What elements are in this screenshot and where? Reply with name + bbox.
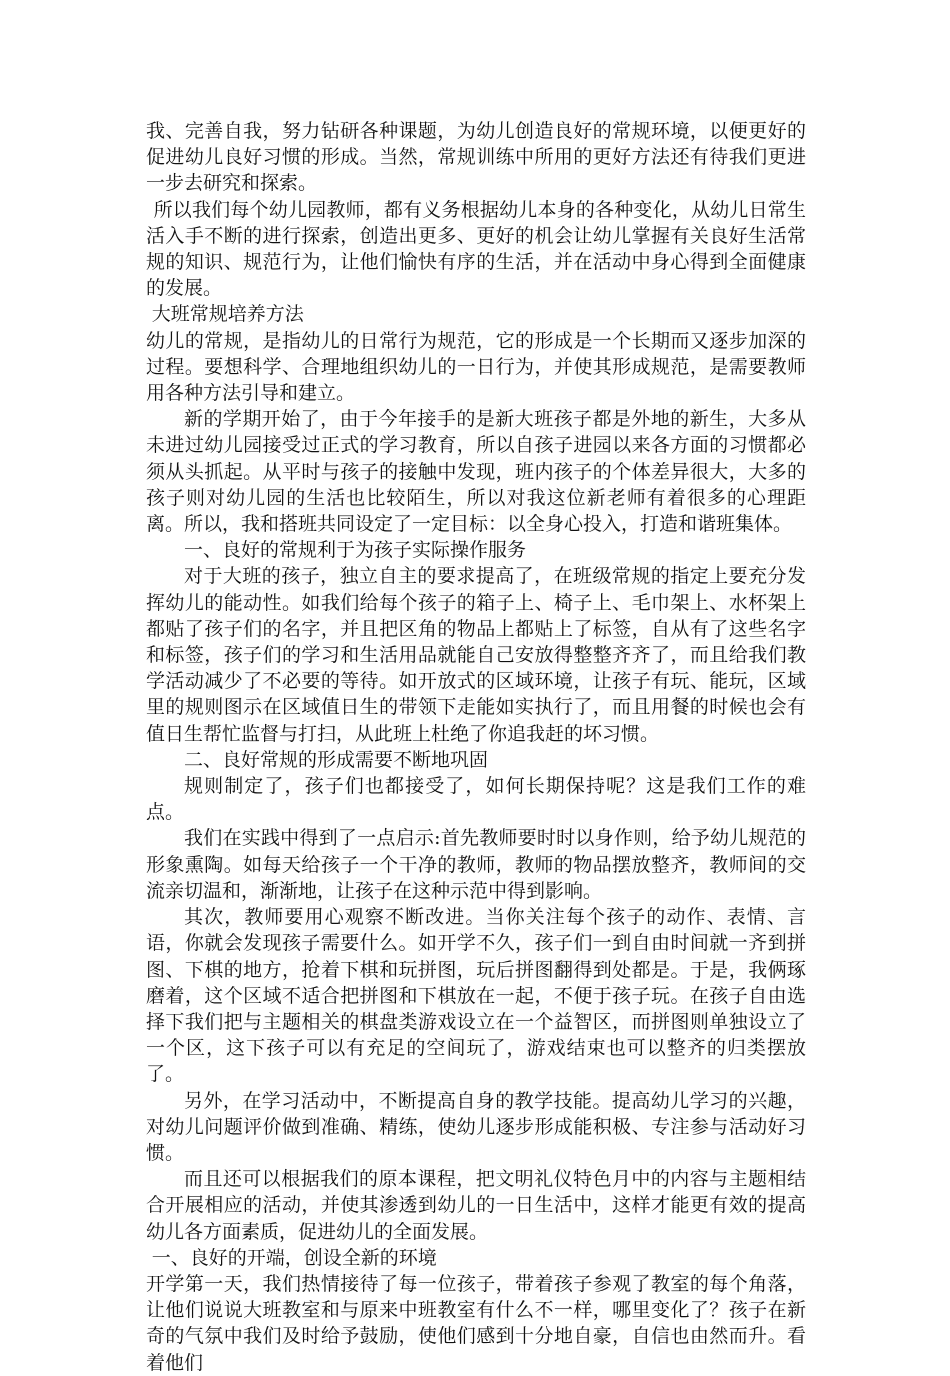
- paragraph-continuation: 我、完善自我，努力钻研各种课题，为幼儿创造良好的常规环境，以便更好的促进幼儿良好习惯的形成。当然，常规训练中所用的更好方法还有待我们更进一步去研究和探索。: [146, 120, 806, 195]
- section-title: 大班常规培养方法: [151, 303, 304, 326]
- subheading-one: 一、良好的常规利于为孩子实际操作服务: [184, 539, 527, 562]
- subheading-two: 二、良好常规的形成需要不断地巩固: [184, 748, 489, 771]
- paragraph-autonomy: 对于大班的孩子，独立自主的要求提高了，在班级常规的指定上要充分发挥幼儿的能动性。如我们给每个孩子的箱子上、椅子上、毛巾架上、水杯架上都贴了孩子们的名字，并且把区角的物品上都贴上了标签，自从有了这些名字和标签，孩子们的学习和生活用品就能自己安放得整整齐齐了，而且给我们教学活动减少了不必要的等待。如开放式的区域环境，让孩子有玩、能玩，区域里的规则图示在区域值日生的带领下走能如实执行了，而且用餐的时候也会有值日生帮忙监督与打扫，从此班上杜绝了你追我赶的坏习惯。: [146, 565, 806, 745]
- paragraph-lead-by-example: 我们在实践中得到了一点启示:首先教师要时时以身作则，给予幼儿规范的形象熏陶。如每天给孩子一个干净的教师，教师的物品摆放整齐，教师间的交流亲切温和，渐渐地，让孩子在这种示范中得到影响。: [146, 827, 806, 902]
- paragraph-teachers-duty: 所以我们每个幼儿园教师，都有义务根据幼儿本身的各种变化，从幼儿日常生活入手不断的进行探索，创造出更多、更好的机会让幼儿掌握有关良好生活常规的知识、规范行为，让他们愉快有序的生活，并在活动中身心得到全面健康的发展。: [146, 198, 806, 300]
- paragraph-observe-improve: 其次，教师要用心观察不断改进。当你关注每个孩子的动作、表情、言语，你就会发现孩子需要什么。如开学不久，孩子们一到自由时间就一齐到拼图、下棋的地方，抢着下棋和玩拼图，玩后拼图翻得到处都是。于是，我俩琢磨着，这个区域不适合把拼图和下棋放在一起，不便于孩子玩。在孩子自由选择下我们把与主题相关的棋盘类游戏设立在一个益智区，而拼图则单独设立了一个区，这下孩子可以有充足的空间玩了，游戏结束也可以整齐的归类摆放了。: [146, 906, 806, 1086]
- paragraph-first-day: 开学第一天，我们热情接待了每一位孩子，带着孩子参观了教室的每个角落，让他们说说大班教室和与原来中班教室有什么不一样，哪里变化了？孩子在新奇的气氛中我们及时给予鼓励，使他们感到十分地自豪，自信也由然而升。看着他们: [146, 1272, 806, 1374]
- paragraph-curriculum: 而且还可以根据我们的原本课程，把文明礼仪特色月中的内容与主题相结合开展相应的活动，并使其渗透到幼儿的一日生活中，这样才能更有效的提高幼儿各方面素质，促进幼儿的全面发展。: [146, 1168, 806, 1243]
- paragraph-rules-maintenance: 规则制定了，孩子们也都接受了，如何长期保持呢？这是我们工作的难点。: [146, 775, 806, 824]
- subheading-good-start: 一、良好的开端，创设全新的环境: [151, 1246, 437, 1269]
- document-page: [146, 118, 806, 1376]
- paragraph-teaching-skills: 另外，在学习活动中，不断提高自身的教学技能。提高幼儿学习的兴趣，对幼儿问题评价做到准确、精练，使幼儿逐步形成能积极、专注参与活动好习惯。: [146, 1089, 806, 1164]
- paragraph-new-semester: 新的学期开始了，由于今年接手的是新大班孩子都是外地的新生，大多从未进过幼儿园接受过正式的学习教育，所以自孩子进园以来各方面的习惯都必须从头抓起。从平时与孩子的接触中发现，班内孩子的个体差异很大，大多的孩子则对幼儿园的生活也比较陌生，所以对我这位新老师有着很多的心理距离。所以，我和搭班共同设定了一定目标：以全身心投入，打造和谐班集体。: [146, 408, 806, 536]
- paragraph-routine-definition: 幼儿的常规，是指幼儿的日常行为规范，它的形成是一个长期而又逐步加深的过程。要想科学、合理地组织幼儿的一日行为，并使其形成规范，是需要教师用各种方法引导和建立。: [146, 329, 806, 405]
